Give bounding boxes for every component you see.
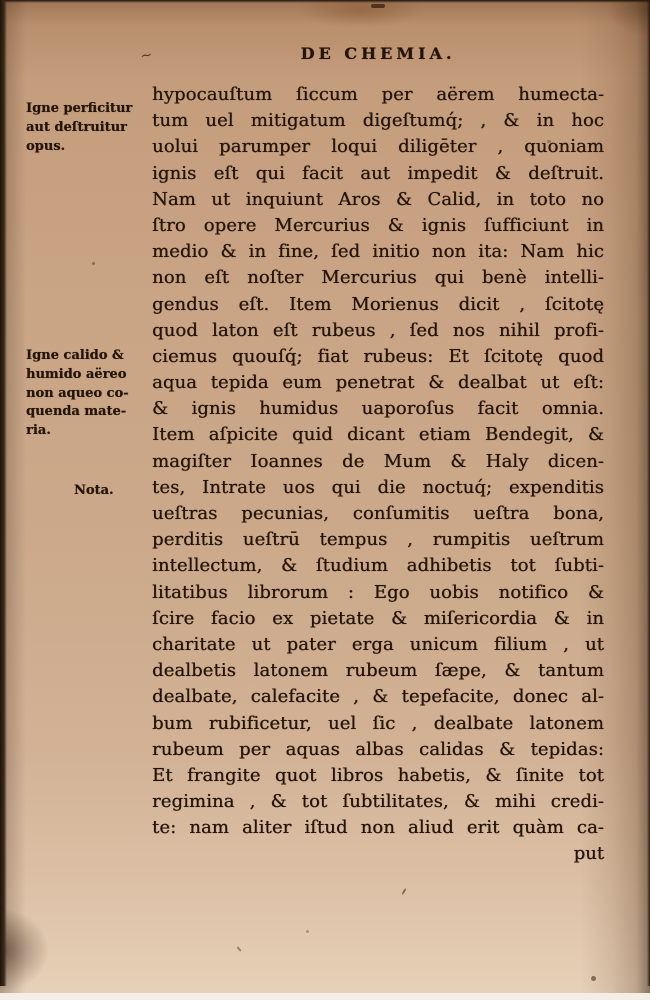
margin-note-line: quenda mate- bbox=[26, 404, 127, 420]
text-line: Nam ut inquiunt Aros & Calid, in toto no bbox=[152, 188, 604, 210]
text-line: ciemus quouſq́; fiat rubeus: Et ſcitotę quod bbox=[152, 345, 604, 367]
text-line: non eſt noſter Mercurius qui benè intelli- bbox=[152, 267, 604, 289]
margin-note-line: Igne perficitur bbox=[26, 101, 133, 116]
text-line: intellectum, & ſtudium adhibetis tot ſubti- bbox=[152, 555, 604, 577]
text-line: quod laton eſt rubeus , ſed nos nihil profi- bbox=[152, 319, 604, 341]
paper-fleck bbox=[92, 262, 95, 265]
ink-mark: ∼ bbox=[138, 44, 155, 66]
margin-note-line: Nota. bbox=[74, 483, 114, 498]
margin-note-line: Igne calido & bbox=[26, 348, 124, 363]
text-line: te: nam aliter iſtud non aliud erit quàm ca- bbox=[152, 817, 604, 839]
text-line: rubeum per aquas albas calidas & tepidas: bbox=[152, 738, 604, 760]
margin-note-warm-fire bbox=[26, 347, 154, 441]
margin-note-line: aut deſtruitur bbox=[26, 119, 127, 135]
paper-fiber bbox=[401, 888, 406, 895]
text-line: ignis eſt qui facit aut impedit & deſtruit. bbox=[152, 162, 604, 184]
text-line: perditis ueſtrū tempus , rumpitis ueſtrum bbox=[152, 529, 604, 551]
text-line: Item aſpicite quid dicant etiam Bendegit, & bbox=[152, 424, 604, 446]
text-line: charitate ut pater erga unicum filium , ut bbox=[152, 633, 604, 655]
text-line: aqua tepida eum penetrat & dealbat ut eſt: bbox=[152, 372, 604, 394]
text-line: Et frangite quot libros habetis, & ſinite tot bbox=[152, 764, 604, 786]
text-line: hypocauſtum ſiccum per aërem humecta- bbox=[152, 84, 604, 105]
scan-edge-top bbox=[0, 0, 650, 3]
paper-fiber bbox=[236, 946, 241, 952]
text-line: & ignis humidus uaporoſus facit omnia. bbox=[152, 398, 604, 420]
margin-note-line: humido aëreo bbox=[26, 366, 127, 382]
text-line: gendus eſt. Item Morienus dicit , ſcitotę bbox=[152, 293, 604, 315]
text-line: dealbetis latonem rubeum ſæpe, & tantum bbox=[152, 660, 604, 682]
text-line: ueſtras pecunias, conſumitis ueſtra bona, bbox=[152, 503, 604, 524]
scan-edge-left bbox=[0, 0, 7, 986]
margin-note-line: non aqueo co- bbox=[26, 385, 129, 401]
catchword: put bbox=[573, 843, 604, 865]
text-line: ſtro opere Mercurius & ignis ſufficiunt in bbox=[152, 214, 604, 236]
text-line: magiſter Ioannes de Mum & Haly dicen- bbox=[152, 450, 604, 472]
text-line: dealbate, calefacite , & tepefacite, donec al- bbox=[152, 686, 604, 708]
running-title: DE CHEMIA. bbox=[300, 44, 456, 63]
text-line: medio & in fine, ſed initio non ita: Nam hic bbox=[152, 241, 604, 263]
text-line: uolui parumper loqui diligēter , quoniam bbox=[152, 136, 604, 158]
ink-speck bbox=[371, 4, 385, 8]
paper-fleck bbox=[306, 930, 309, 933]
margin-note-fire-perfects bbox=[26, 100, 154, 156]
main-text-block bbox=[152, 82, 604, 868]
text-line: litatibus librorum : Ego uobis notifico & bbox=[152, 581, 604, 603]
scanner-bed-strip bbox=[0, 993, 650, 1000]
ink-speck bbox=[591, 976, 596, 981]
text-line: bum rubificetur, uel ſic , dealbate latonem bbox=[152, 712, 604, 734]
paper-fleck bbox=[547, 140, 551, 143]
text-line: tes, Intrate uos qui die noctuq́; expenditis bbox=[152, 476, 604, 498]
margin-note-line: opus. bbox=[26, 138, 66, 154]
text-line: regimina , & tot ſubtilitates, & mihi credi- bbox=[152, 791, 604, 813]
text-line: ſcire facio ex pietate & miſericordia & in bbox=[152, 607, 604, 629]
margin-note-nota bbox=[74, 482, 154, 501]
text-line: tum uel mitigatum digeſtumq́; , & in hoc bbox=[152, 110, 604, 132]
margin-note-line: ria. bbox=[26, 423, 51, 439]
